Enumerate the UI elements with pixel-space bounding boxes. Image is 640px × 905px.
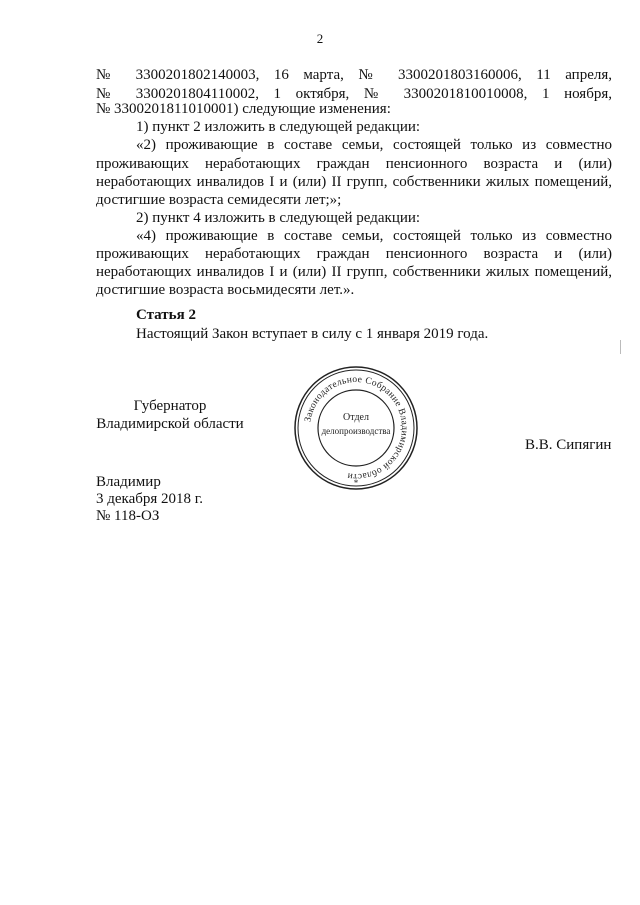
official-stamp (292, 364, 420, 492)
body-line: № 3300201811010001) следующие изменения: (96, 101, 391, 117)
body-line: неработающих инвалидов I и (или) II групп, собственники жилых помещений, (96, 174, 612, 190)
body-line: проживающих неработающих граждан пенсионного возраста и (или) (96, 246, 612, 262)
body-line: проживающих неработающих граждан пенсионного возраста и (или) (96, 156, 612, 172)
body-line: неработающих инвалидов I и (или) II групп, собственники жилых помещений, (96, 264, 612, 280)
margin-mark (620, 340, 621, 354)
signing-date: 3 декабря 2018 г. (96, 491, 203, 507)
body-line: 1) пункт 2 изложить в следующей редакции: (136, 119, 421, 135)
stamp-seal (292, 364, 420, 492)
body-line: 2) пункт 4 изложить в следующей редакции: (136, 210, 421, 226)
signature-title (80, 397, 260, 433)
stamp-center-line: Отдел (343, 412, 369, 423)
signing-place: Владимир (96, 474, 161, 490)
stamp-star: * (353, 478, 359, 488)
body-line: № 3300201802140003, 16 марта, № 3300201803160006, 11 апреля, (96, 67, 612, 83)
body-line: достигшие возраста семидесяти лет;»; (96, 192, 342, 208)
article-text: Настоящий Закон вступает в силу с 1 января 2019 года. (136, 326, 489, 342)
signature-title-line: Губернатор (133, 398, 207, 414)
stamp-ring-text: Законодательное Собрание Владимирской области (303, 374, 410, 482)
signature-title-line: Владимирской области (96, 416, 244, 432)
law-number: № 118-ОЗ (96, 508, 160, 524)
signer-name: В.В. Сипягин (525, 437, 612, 453)
stamp-center-line: делопроизводства (321, 426, 391, 436)
body-line: «2) проживающие в составе семьи, состоящей только из совместно (136, 137, 612, 153)
body-line: № 3300201804110002, 1 октября, № 3300201810010008, 1 ноября, (96, 86, 612, 102)
page-number: 2 (316, 31, 324, 46)
article-heading: Статья 2 (136, 307, 196, 323)
body-line: «4) проживающие в составе семьи, состоящей только из совместно (136, 228, 612, 244)
body-line: достигшие возраста восьмидесяти лет.». (96, 282, 355, 298)
